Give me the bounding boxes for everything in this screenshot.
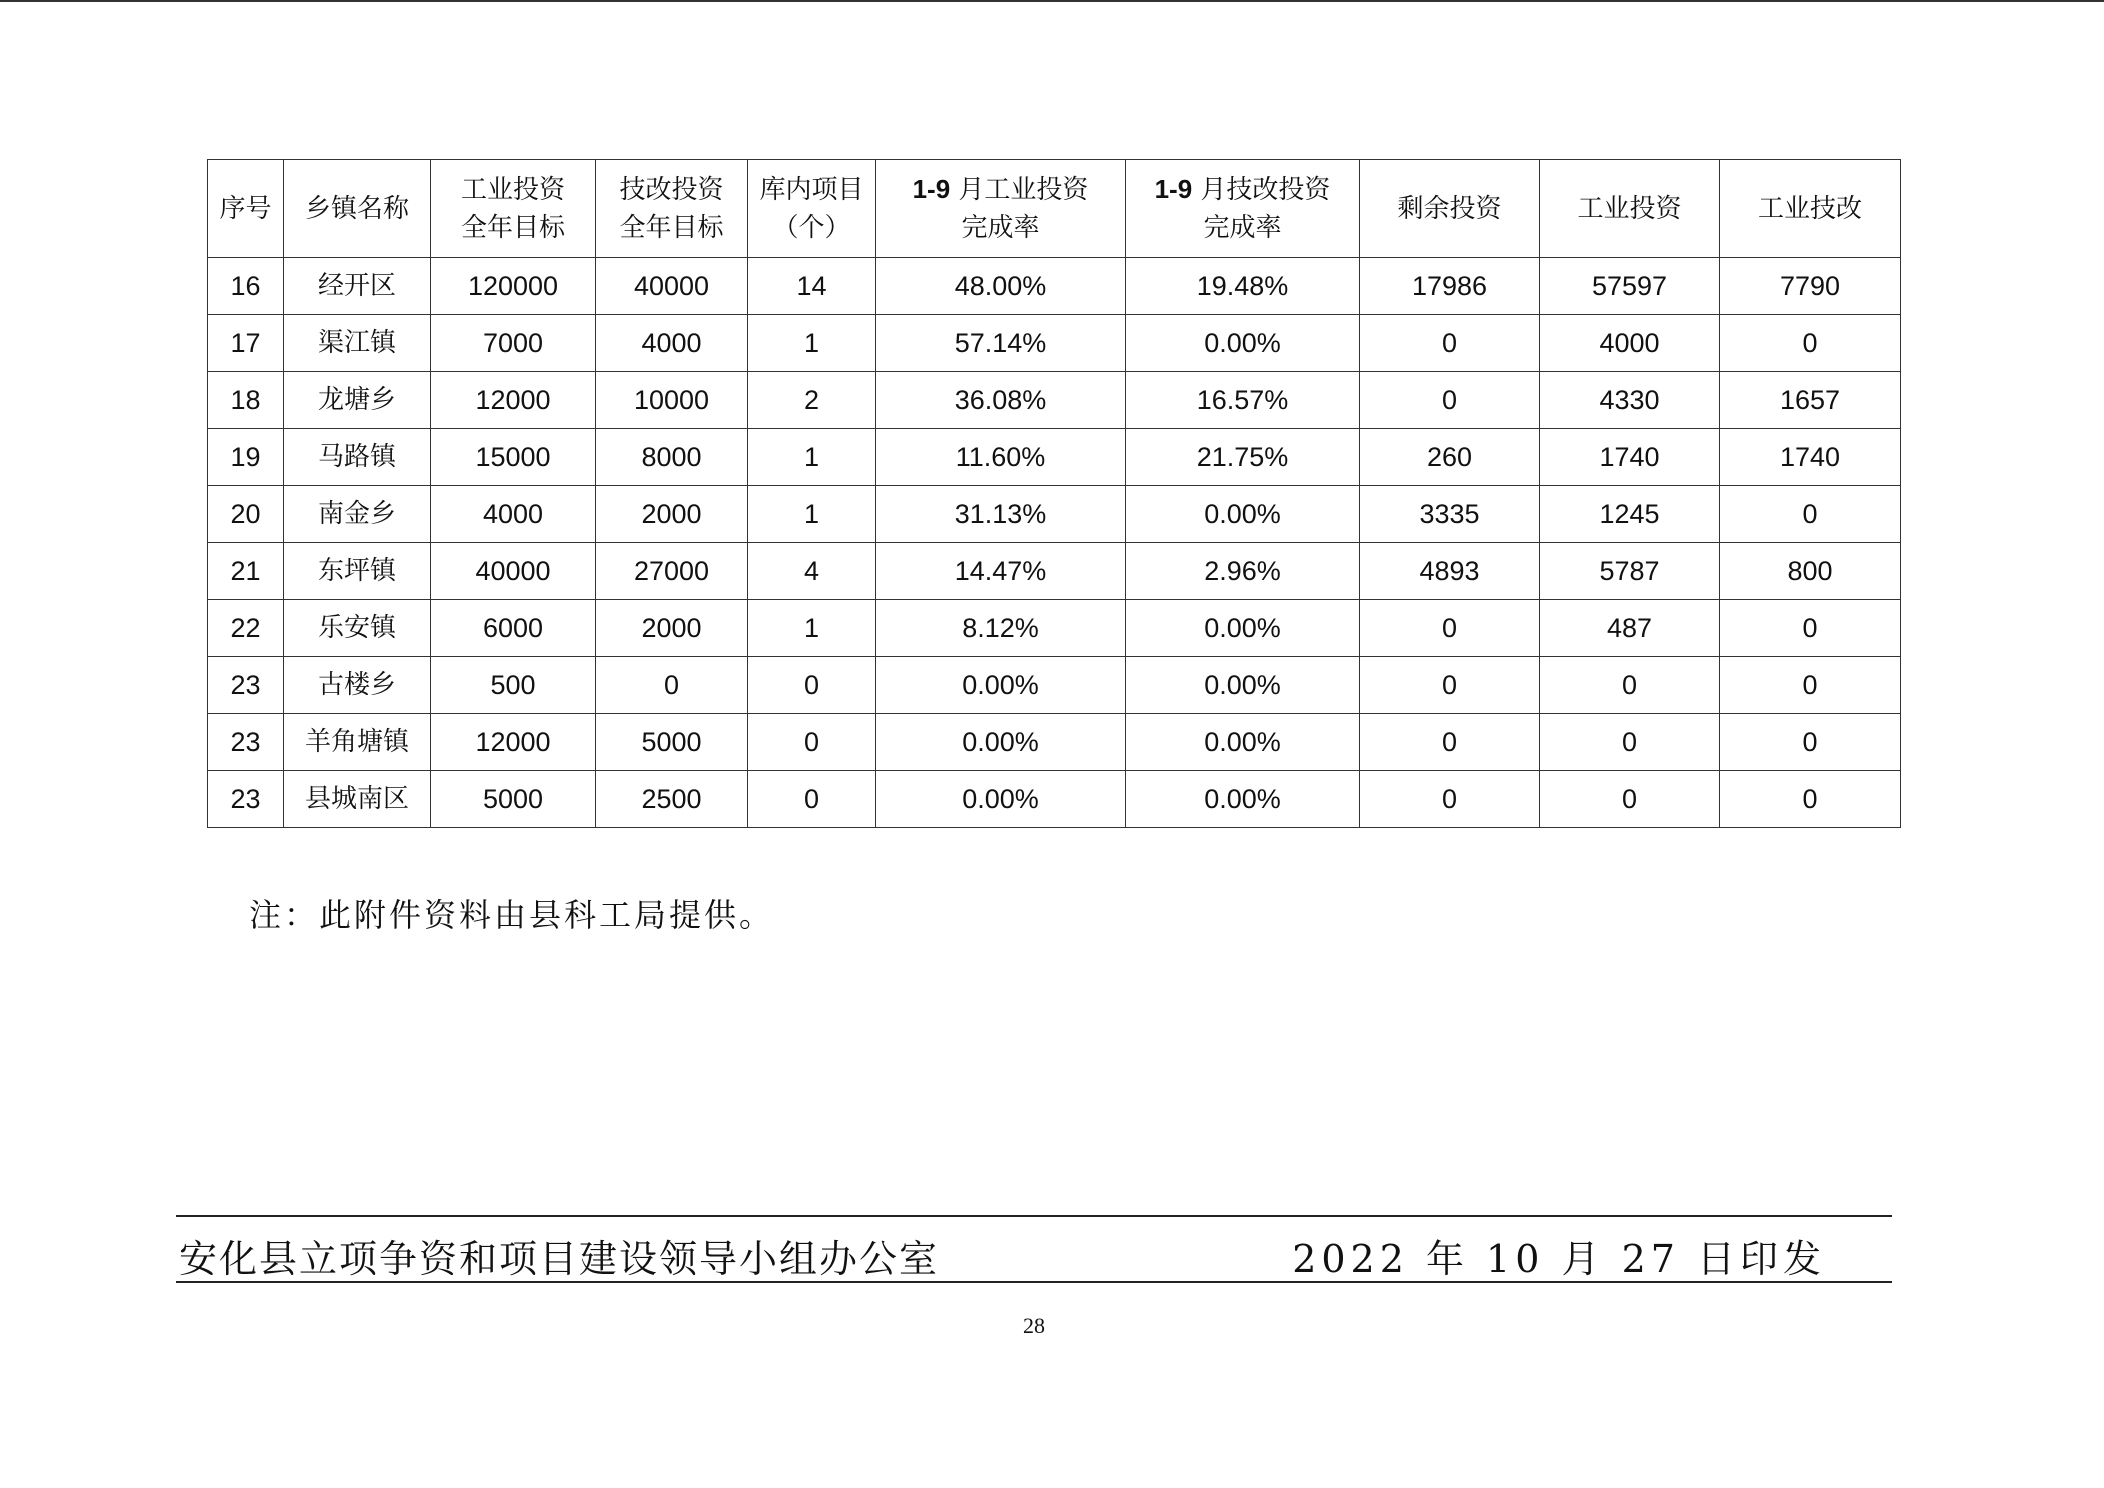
table-cell-ind-rate: 8.12% <box>876 600 1126 657</box>
column-header-line <box>876 170 1125 209</box>
table-cell-seq: 18 <box>208 372 284 429</box>
table-row <box>208 315 1901 372</box>
table-cell-town: 渠江镇 <box>284 315 431 372</box>
table-cell-ind-target: 5000 <box>431 771 596 828</box>
column-header-line: 工业技改 <box>1757 193 1862 224</box>
table-cell-ind-target: 4000 <box>431 486 596 543</box>
table-cell-projects: 1 <box>748 486 876 543</box>
table-cell-seq: 22 <box>208 600 284 657</box>
table-cell-ind-target: 120000 <box>431 258 596 315</box>
table-cell-ind-rate: 48.00% <box>876 258 1126 315</box>
table-cell-town: 东坪镇 <box>284 543 431 600</box>
table-cell-ind-rate: 57.14% <box>876 315 1126 372</box>
table-cell-tech-rate: 2.96% <box>1126 543 1360 600</box>
table-cell-remaining: 0 <box>1360 714 1540 771</box>
column-header-line <box>1126 170 1359 209</box>
table-body <box>208 258 1901 828</box>
table-cell-ind-tech: 0 <box>1720 714 1901 771</box>
column-header-ind-invest <box>1540 160 1720 258</box>
table-cell-seq: 16 <box>208 258 284 315</box>
table-cell-seq: 23 <box>208 771 284 828</box>
footer-bottom-rule <box>176 1281 1892 1283</box>
table-cell-tech-target: 40000 <box>596 258 748 315</box>
table-cell-projects: 0 <box>748 657 876 714</box>
footnote: 注：此附件资料由县科工局提供。 <box>249 896 775 934</box>
table-cell-projects: 4 <box>748 543 876 600</box>
column-header-tech-target <box>596 160 748 258</box>
footer-top-rule <box>176 1215 1892 1217</box>
table-cell-ind-rate: 11.60% <box>876 429 1126 486</box>
column-header-line: 序号 <box>219 193 272 224</box>
column-header-town <box>284 160 431 258</box>
table-cell-ind-target: 12000 <box>431 714 596 771</box>
table-cell-ind-rate: 31.13% <box>876 486 1126 543</box>
table-cell-tech-target: 8000 <box>596 429 748 486</box>
table-cell-tech-target: 5000 <box>596 714 748 771</box>
column-header-line: 工业投资 <box>460 174 565 205</box>
table-cell-seq: 19 <box>208 429 284 486</box>
table-cell-seq: 23 <box>208 714 284 771</box>
table-cell-ind-invest: 487 <box>1540 600 1720 657</box>
table-cell-ind-invest: 0 <box>1540 771 1720 828</box>
table-row <box>208 486 1901 543</box>
column-header-line: （个） <box>772 212 851 243</box>
table-cell-ind-tech: 1657 <box>1720 372 1901 429</box>
column-header-line: 全年目标 <box>619 212 724 243</box>
table-cell-seq: 23 <box>208 657 284 714</box>
column-header-tech-rate <box>1126 160 1360 258</box>
table-cell-ind-tech: 800 <box>1720 543 1901 600</box>
table-cell-town: 乐安镇 <box>284 600 431 657</box>
table-cell-tech-rate: 19.48% <box>1126 258 1360 315</box>
table-cell-tech-rate: 21.75% <box>1126 429 1360 486</box>
column-header-line: 乡镇名称 <box>304 193 409 224</box>
column-header-month-range: 1-9 <box>912 174 951 204</box>
table-cell-ind-tech: 0 <box>1720 657 1901 714</box>
table-cell-ind-tech: 0 <box>1720 600 1901 657</box>
table-cell-tech-rate: 0.00% <box>1126 486 1360 543</box>
table-cell-tech-rate: 0.00% <box>1126 714 1360 771</box>
table-row <box>208 657 1901 714</box>
table-cell-projects: 14 <box>748 258 876 315</box>
table-cell-ind-invest: 57597 <box>1540 258 1720 315</box>
column-header-line: 剩余投资 <box>1397 193 1502 224</box>
table-cell-ind-tech: 1740 <box>1720 429 1901 486</box>
column-header-remaining <box>1360 160 1540 258</box>
column-header-seq <box>208 160 284 258</box>
table-cell-ind-rate: 14.47% <box>876 543 1126 600</box>
table-cell-town: 县城南区 <box>284 771 431 828</box>
column-header-line: 工业投资 <box>1577 193 1682 224</box>
table-cell-ind-tech: 0 <box>1720 771 1901 828</box>
table-cell-projects: 1 <box>748 429 876 486</box>
table-cell-remaining: 4893 <box>1360 543 1540 600</box>
issue-date: 2022 年 10 月 27 日印发 <box>1292 1237 1826 1281</box>
table-cell-ind-target: 500 <box>431 657 596 714</box>
table-cell-ind-tech: 0 <box>1720 486 1901 543</box>
table-cell-ind-target: 7000 <box>431 315 596 372</box>
page-top-border <box>0 0 2104 2</box>
column-header-text: 月工业投资 <box>950 175 1089 205</box>
table-cell-projects: 0 <box>748 714 876 771</box>
table-cell-ind-rate: 0.00% <box>876 714 1126 771</box>
table-cell-tech-target: 0 <box>596 657 748 714</box>
table-cell-seq: 17 <box>208 315 284 372</box>
table-cell-tech-target: 2500 <box>596 771 748 828</box>
table-row <box>208 258 1901 315</box>
table-cell-ind-tech: 7790 <box>1720 258 1901 315</box>
table-cell-town: 龙塘乡 <box>284 372 431 429</box>
table-cell-ind-rate: 0.00% <box>876 657 1126 714</box>
column-header-ind-rate <box>876 160 1126 258</box>
table-cell-ind-tech: 0 <box>1720 315 1901 372</box>
table-cell-town: 南金乡 <box>284 486 431 543</box>
table-cell-ind-invest: 1740 <box>1540 429 1720 486</box>
table-row <box>208 543 1901 600</box>
table-cell-projects: 2 <box>748 372 876 429</box>
table-cell-ind-invest: 4330 <box>1540 372 1720 429</box>
table-cell-tech-rate: 0.00% <box>1126 657 1360 714</box>
table-cell-town: 经开区 <box>284 258 431 315</box>
table-cell-ind-target: 15000 <box>431 429 596 486</box>
table-cell-town: 马路镇 <box>284 429 431 486</box>
table-cell-tech-target: 2000 <box>596 600 748 657</box>
column-header-line: 库内项目 <box>759 174 864 205</box>
table-cell-remaining: 0 <box>1360 372 1540 429</box>
table-row <box>208 771 1901 828</box>
table-cell-tech-target: 27000 <box>596 543 748 600</box>
table-cell-remaining: 0 <box>1360 600 1540 657</box>
column-header-month-range: 1-9 <box>1154 174 1193 204</box>
table-cell-ind-invest: 0 <box>1540 657 1720 714</box>
table-cell-ind-invest: 5787 <box>1540 543 1720 600</box>
table-cell-ind-invest: 4000 <box>1540 315 1720 372</box>
table-cell-tech-target: 2000 <box>596 486 748 543</box>
table-cell-ind-rate: 36.08% <box>876 372 1126 429</box>
table-cell-remaining: 0 <box>1360 771 1540 828</box>
table-row <box>208 600 1901 657</box>
column-header-projects <box>748 160 876 258</box>
table-header-row <box>208 160 1901 258</box>
column-header-ind-target <box>431 160 596 258</box>
table-cell-tech-rate: 0.00% <box>1126 315 1360 372</box>
table-cell-remaining: 0 <box>1360 315 1540 372</box>
table-cell-ind-target: 40000 <box>431 543 596 600</box>
column-header-line: 完成率 <box>1203 213 1282 243</box>
table-cell-tech-target: 4000 <box>596 315 748 372</box>
table-cell-ind-target: 12000 <box>431 372 596 429</box>
table-cell-ind-invest: 1245 <box>1540 486 1720 543</box>
table-cell-town: 古楼乡 <box>284 657 431 714</box>
column-header-ind-tech <box>1720 160 1901 258</box>
table-cell-remaining: 17986 <box>1360 258 1540 315</box>
column-header-line: 完成率 <box>961 213 1040 243</box>
table-cell-projects: 1 <box>748 600 876 657</box>
column-header-line: 技改投资 <box>619 174 724 205</box>
table-cell-town: 羊角塘镇 <box>284 714 431 771</box>
column-header-text: 月技改投资 <box>1192 175 1331 205</box>
table-cell-remaining: 0 <box>1360 657 1540 714</box>
table-row <box>208 372 1901 429</box>
table-row <box>208 429 1901 486</box>
table-cell-remaining: 260 <box>1360 429 1540 486</box>
table-cell-remaining: 3335 <box>1360 486 1540 543</box>
column-header-line: 全年目标 <box>460 212 565 243</box>
table-cell-ind-rate: 0.00% <box>876 771 1126 828</box>
investment-table <box>207 159 1901 828</box>
table-cell-tech-rate: 0.00% <box>1126 600 1360 657</box>
table-cell-ind-invest: 0 <box>1540 714 1720 771</box>
table-cell-projects: 1 <box>748 315 876 372</box>
table-cell-tech-rate: 0.00% <box>1126 771 1360 828</box>
issuing-organization: 安化县立项争资和项目建设领导小组办公室 <box>179 1237 940 1281</box>
table-cell-tech-target: 10000 <box>596 372 748 429</box>
table-cell-seq: 20 <box>208 486 284 543</box>
table-cell-seq: 21 <box>208 543 284 600</box>
table-cell-ind-target: 6000 <box>431 600 596 657</box>
page-number: 28 <box>1023 1313 1045 1338</box>
table-cell-tech-rate: 16.57% <box>1126 372 1360 429</box>
table-row <box>208 714 1901 771</box>
table-cell-projects: 0 <box>748 771 876 828</box>
